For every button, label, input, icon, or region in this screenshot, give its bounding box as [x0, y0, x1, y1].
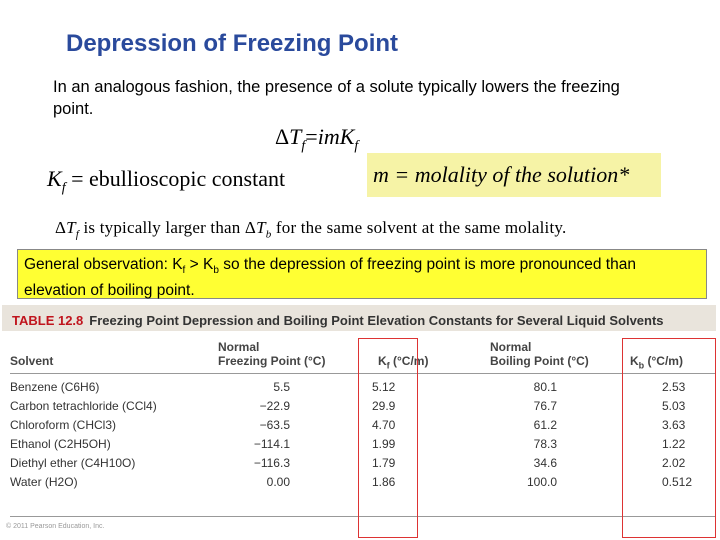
kf-symbol: K	[47, 166, 62, 191]
kf-subscript: f	[61, 180, 66, 196]
slide-title: Depression of Freezing Point	[66, 30, 399, 57]
table-cell-bp: 61.2	[533, 418, 557, 432]
comparison-sentence	[55, 218, 566, 240]
formula-K: K	[339, 124, 355, 149]
table-cell-fp: 5.5	[273, 380, 290, 394]
compare-sub2: b	[265, 228, 272, 241]
table-cell-bp: 76.7	[533, 399, 557, 413]
table-cell-kb: 3.63	[662, 418, 686, 432]
freezing-point-formula	[275, 124, 358, 154]
formula-equals: =	[305, 124, 318, 149]
col-bp-line1: Normal	[490, 340, 532, 354]
col-kb-K: K	[630, 354, 639, 368]
kf-column-highlight	[358, 338, 418, 538]
kb-column-highlight	[622, 338, 716, 538]
col-solvent: Solvent	[10, 354, 54, 368]
table-cell-kf: 1.86	[372, 475, 396, 489]
table-cell-solvent: Diethyl ether (C4H10O)	[10, 456, 136, 470]
table-cell-fp: 0.00	[266, 475, 290, 489]
molality-text: m = molality of the solution*	[373, 162, 630, 187]
table-cell-solvent: Benzene (C6H6)	[10, 380, 100, 394]
copyright-footer: © 2011 Pearson Education, Inc.	[6, 523, 105, 530]
obs-part-b: > K	[185, 256, 214, 273]
table-cell-fp: −114.1	[253, 437, 290, 451]
col-fp-line2: Freezing Point (°C)	[218, 354, 326, 368]
table-cell-kf: 5.12	[372, 380, 396, 394]
table-cell-bp: 80.1	[533, 380, 557, 394]
table-cell-solvent: Carbon tetrachloride (CCl4)	[10, 399, 157, 413]
table-cell-bp: 100.0	[526, 475, 557, 489]
col-kf-K: K	[378, 354, 387, 368]
formula-sub-f: f	[301, 138, 306, 154]
formula-im: im	[317, 124, 340, 149]
obs-sub-b: b	[213, 265, 219, 277]
compare-T2: T	[256, 218, 266, 237]
table-cell-kb: 5.03	[662, 399, 686, 413]
col-kb-sub: b	[638, 360, 645, 371]
general-observation-box	[17, 249, 707, 299]
table-cell-solvent: Ethanol (C2H5OH)	[10, 437, 111, 451]
compare-delta: Δ	[55, 218, 67, 237]
obs-part-a: General observation: K	[24, 256, 183, 273]
compare-T1: T	[66, 218, 76, 237]
col-bp-line2: Boiling Point (°C)	[490, 354, 589, 368]
delta-symbol: Δ	[275, 124, 290, 149]
col-fp-line1: Normal	[218, 340, 260, 354]
table-cell-kf: 4.70	[372, 418, 396, 432]
col-kf-sub: f	[386, 360, 390, 371]
compare-post: for the same solvent at the same molality.	[271, 218, 567, 237]
col-kf-unit: (°C/m)	[389, 354, 429, 368]
formula-T: T	[289, 124, 302, 149]
kf-definition-text: = ebullioscopic constant	[65, 166, 286, 191]
table-caption	[12, 313, 664, 328]
table-cell-fp: −116.3	[253, 456, 290, 470]
col-kb-unit: (°C/m)	[644, 354, 683, 368]
col-bp	[490, 340, 589, 368]
table-cell-bp: 34.6	[533, 456, 557, 470]
table-cell-fp: −22.9	[259, 399, 290, 413]
table-cell-kf: 1.99	[372, 437, 396, 451]
table-cell-kf: 29.9	[372, 399, 396, 413]
table-cell-kb: 1.22	[662, 437, 686, 451]
obs-sub-f: f	[182, 265, 186, 277]
formula-sub-f2: f	[354, 138, 359, 154]
intro-text: In an analogous fashion, the presence of a solute typically lowers the freezing point.	[53, 78, 620, 118]
molality-note	[367, 153, 661, 197]
table-cell-kb: 2.02	[662, 456, 686, 470]
table-cell-kb: 0.512	[662, 475, 693, 489]
kf-definition	[47, 166, 285, 196]
table-cell-bp: 78.3	[533, 437, 557, 451]
compare-mid: is typically larger than Δ	[79, 218, 257, 237]
table-cell-fp: −63.5	[259, 418, 290, 432]
table-caption-text: Freezing Point Depression and Boiling Point Elevation Constants for Several Liquid Solvents	[89, 313, 664, 328]
table-cell-kb: 2.53	[662, 380, 686, 394]
col-fp	[218, 340, 325, 368]
table-cell-solvent: Water (H2O)	[10, 475, 78, 489]
table-cell-kf: 1.79	[372, 456, 396, 470]
obs-part-c: so the depression of freezing point is more pronounced than elevation of boiling point.	[24, 256, 636, 300]
compare-sub1: f	[75, 228, 80, 241]
table-cell-solvent: Chloroform (CHCl3)	[10, 418, 117, 432]
constants-table	[0, 300, 720, 540]
table-caption-bar	[2, 305, 716, 331]
table-number: TABLE 12.8	[12, 313, 84, 328]
